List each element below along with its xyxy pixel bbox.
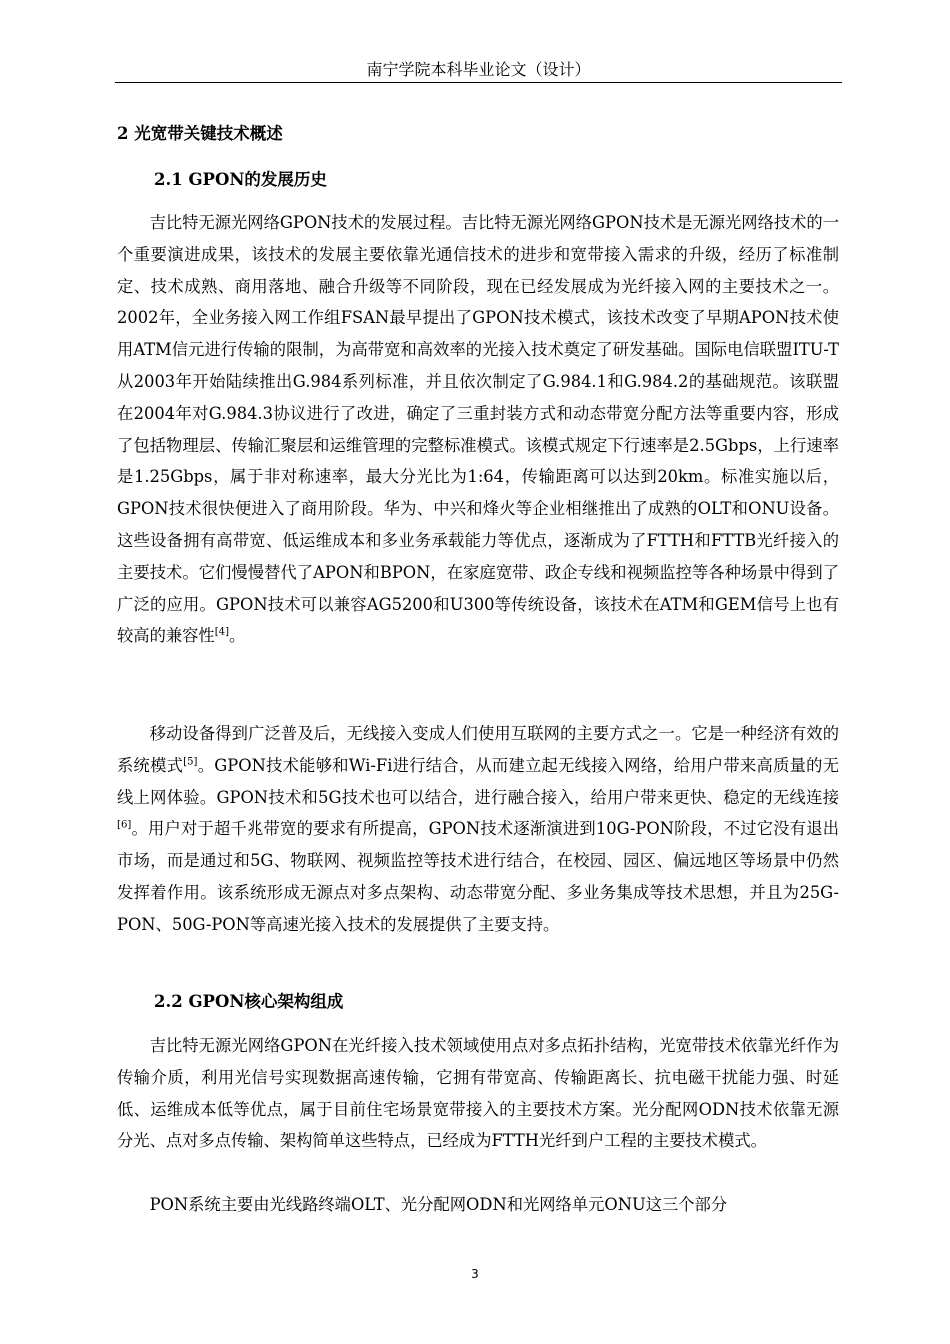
subsection-title-2-1: 2.1 GPON的发展历史	[154, 170, 327, 189]
header-divider	[115, 82, 842, 83]
paragraph-wireless-access	[117, 718, 839, 941]
paragraph-text-b: 。GPON技术能够和Wi-Fi进行结合，从而建立起无线接入网络，给用户带来高质量的无线上网体验。GPON技术和5G技术也可以结合，进行融合接入，给用户带来更快、稳定的无线连接	[117, 755, 839, 807]
citation-6: [6]	[117, 819, 132, 831]
paragraph-gpon-history	[117, 207, 839, 652]
paragraph-text-c: 。用户对于超千兆带宽的要求有所提高，GPON技术逐渐演进到10G-PON阶段，不过它没有退出市场，而是通过和5G、物联网、视频监控等技术进行结合，在校园、园区、偏远地区等场景中仍然发挥着作用。该系统形成无源点对多点架构、动态带宽分配、多业务集成等技术思想，并且为25G-PON、50G-PON等高速光接入技术的发展提供了主要支持。	[117, 819, 839, 934]
paragraph-end: 。	[229, 626, 246, 646]
paragraph-pon-system: PON系统主要由光线路终端OLT、光分配网ODN和光网络单元ONU这三个部分	[149, 1195, 728, 1214]
subsection-title-2-2: 2.2 GPON核心架构组成	[154, 992, 344, 1011]
section-title: 2 光宽带关键技术概述	[117, 124, 283, 143]
page-header: 南宁学院本科毕业论文（设计）	[366, 60, 591, 79]
paragraph-text-a: 移动设备得到广泛普及后，无线接入变成人们使用互联网的主要方式之一。它是一种经济有效的系统模式	[117, 724, 839, 775]
paragraph-gpon-architecture: 吉比特无源光网络GPON在光纤接入技术领域使用点对多点拓扑结构，光宽带技术依靠光纤作为传输介质，利用光信号实现数据高速传输，它拥有带宽高、传输距离长、抗电磁干扰能力强、时延低、运维成本低等优点，属于目前住宅场景宽带接入的主要技术方案。光分配网ODN技术依靠无源分光、点对多点传输、架构简单这些特点，已经成为FTTH光纤到户工程的主要技术模式。	[117, 1036, 839, 1151]
citation-5: [5]	[183, 756, 198, 768]
page-number: 3	[471, 1267, 479, 1281]
citation-4: [4]	[214, 626, 230, 638]
paragraph-text: 吉比特无源光网络GPON技术的发展过程。吉比特无源光网络GPON技术是无源光网络技术的一个重要演进成果，该技术的发展主要依靠光通信技术的进步和宽带接入需求的升级，经历了标准制定、技术成熟、商用落地、融合升级等不同阶段，现在已经发展成为光纤接入网的主要技术之一。2002年，全业务接入网工作组FSAN最早提出了GPON技术模式，该技术改变了早期APON技术使用ATM信元进行传输的限制，为高带宽和高效率的光接入技术奠定了研发基础。国际电信联盟ITU-T从2003年开始陆续推出G.984系列标准，并且依次制定了G.984.1和G.984.2的基础规范。该联盟在2004年对G.984.3协议进行了改进，确定了三重封装方式和动态带宽分配方法等重要内容，形成了包括物理层、传输汇聚层和运维管理的完整标准模式。该模式规定下行速率是2.5Gbps，上行速率是1.25Gbps，属于非对称速率，最大分光比为1:64，传输距离可以达到20km。标准实施以后，GPON技术很快便进入了商用阶段。华为、中兴和烽火等企业相继推出了成熟的OLT和ONU设备。这些设备拥有高带宽、低运维成本和多业务承载能力等优点，逐渐成为了FTTH和FTTB光纤接入的主要技术。它们慢慢替代了APON和BPON，在家庭宽带、政企专线和视频监控等各种场景中得到了广泛的应用。GPON技术可以兼容AG5200和U300等传统设备，该技术在ATM和GEM信号上也有较高的兼容性	[117, 213, 839, 646]
